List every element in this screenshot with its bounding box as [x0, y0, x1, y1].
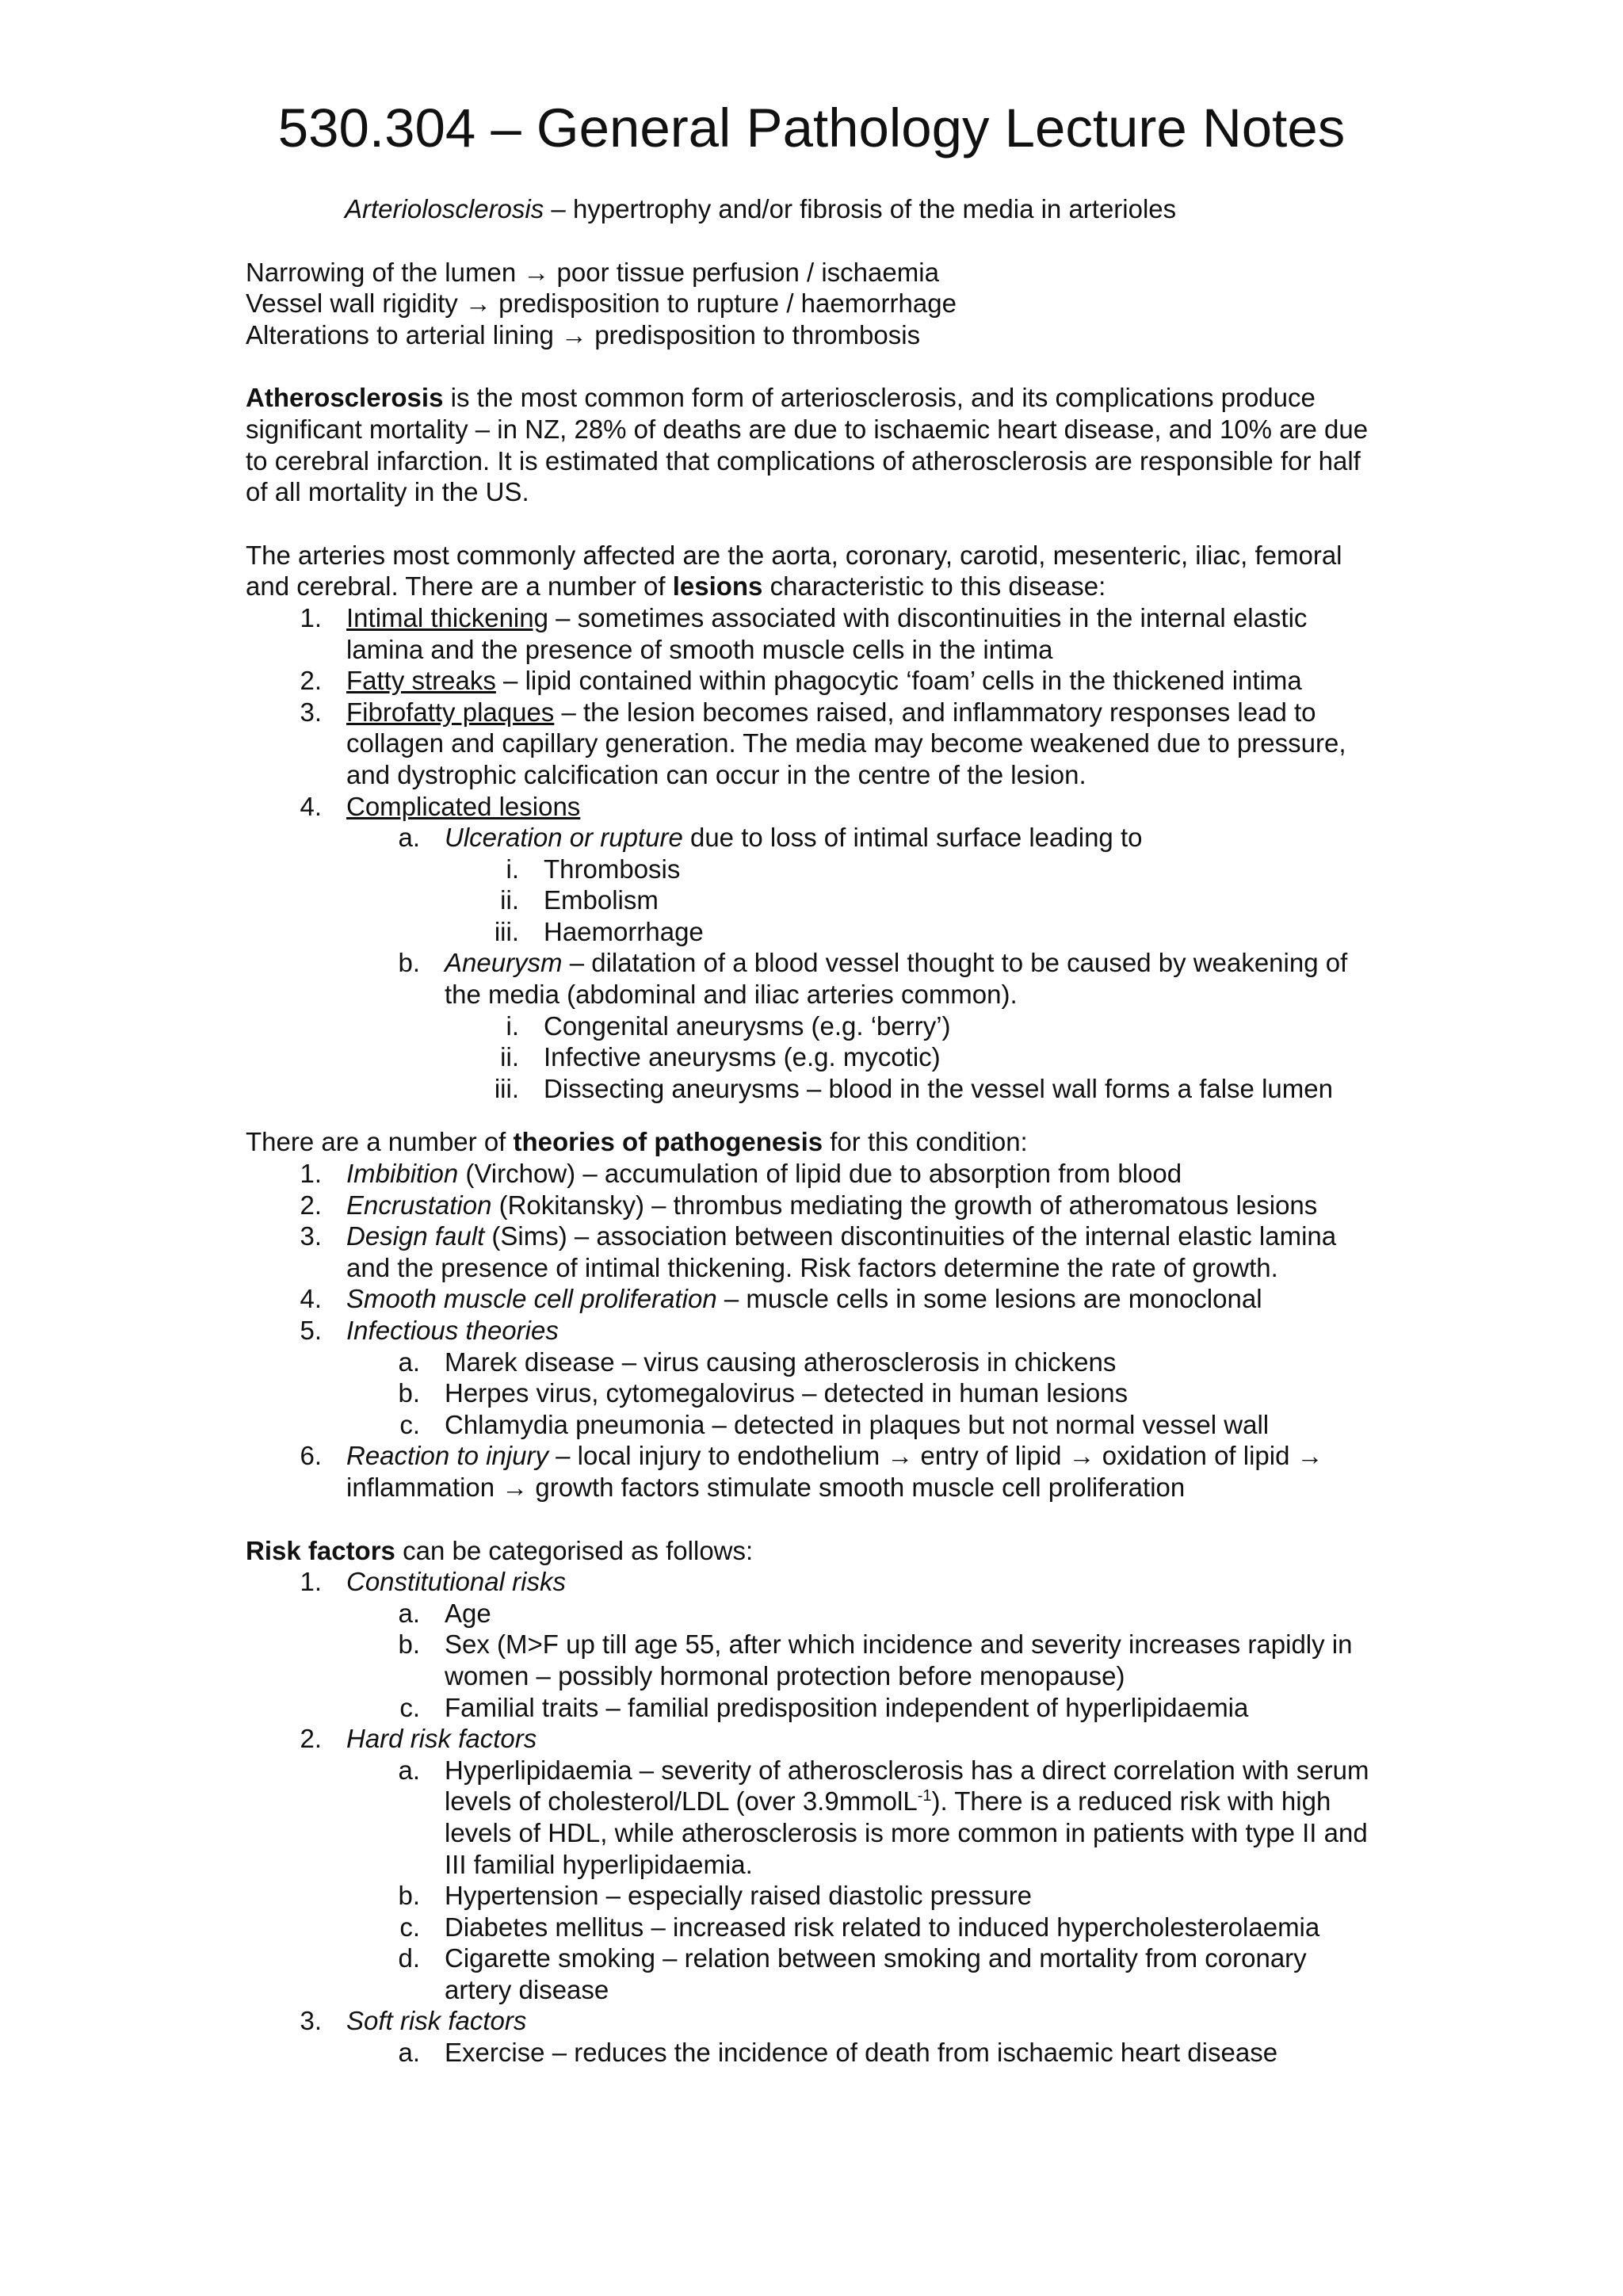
list-item: 1. Imbibition (Virchow) – accumulation of lipid due to absorption from blood	[300, 1159, 1182, 1189]
theories-intro: There are a number of theories of pathogenesis for this condition:	[246, 1127, 1028, 1157]
list-item: 3. Fibrofatty plaques – the lesion becomes raised, and inflammatory responses lead to collagen and capillary generation. The media may become weakened due to pressure, and dystrophic calcification can occur in the centre of the lesion.	[300, 697, 1346, 789]
list-item: b. Sex (M>F up till age 55, after which incidence and severity increases rapidly in women – possibly hormonal protection before menopause)	[398, 1629, 1353, 1690]
list-item: 1. Constitutional risks	[300, 1567, 566, 1597]
list-item: 6. Reaction to injury – local injury to endothelium → entry of lipid → oxidation of lipid → inflammation → growth factors stimulate smooth muscle cell proliferation	[300, 1441, 1323, 1502]
list-item: ii. Infective aneurysms (e.g. mycotic)	[500, 1042, 941, 1072]
list-item: 4. Complicated lesions	[300, 791, 581, 821]
list-item: iii. Dissecting aneurysms – blood in the vessel wall forms a false lumen	[494, 1073, 1333, 1103]
list-item: a. Exercise – reduces the incidence of death from ischaemic heart disease	[398, 2038, 1278, 2068]
atherosclerosis-paragraph: Atherosclerosis is the most common form of arteriosclerosis, and its complications produce significant mortality – in NZ, 28% of deaths are due to ischaemic heart disease, and 10% are due to cerebral infarction. It is estimated that complications of atherosclerosis are responsible for half of all mortality in the US.	[246, 383, 1369, 507]
list-item: c. Familial traits – familial predisposition independent of hyperlipidaemia	[399, 1692, 1249, 1722]
list-item: i. Congenital aneurysms (e.g. ‘berry’)	[506, 1010, 951, 1041]
list-item: 2. Encrustation (Rokitansky) – thrombus mediating the growth of atheromatous lesions	[300, 1190, 1318, 1220]
effect-line: Alterations to arterial lining → predisposition to thrombosis	[246, 319, 921, 350]
list-item: 2. Fatty streaks – lipid contained within phagocytic ‘foam’ cells in the thickened intima	[300, 666, 1302, 696]
list-item: b. Herpes virus, cytomegalovirus – detected in human lesions	[398, 1378, 1128, 1408]
list-item: a. Marek disease – virus causing atherosclerosis in chickens	[398, 1347, 1117, 1377]
list-item: i. Thrombosis	[506, 854, 681, 884]
list-item: c. Diabetes mellitus – increased risk related to induced hypercholesterolaemia	[399, 1912, 1320, 1942]
arteries-paragraph: The arteries most commonly affected are the aorta, coronary, carotid, mesenteric, iliac, femoral and cerebral. There are a number of lesions characteristic to this disease:	[246, 540, 1342, 602]
risk-factors-intro: Risk factors can be categorised as follows:	[246, 1535, 754, 1565]
list-item: 5. Infectious theories	[300, 1316, 559, 1345]
list-item: a. Hyperlipidaemia – severity of atherosclerosis has a direct correlation with serum levels of cholesterol/LDL (over 3.9mmolL$^{-1}$). There is a reduced risk with high levels of HDL, while atherosclerosis is more common in patients with type II and III familial hyperlipidaemia.	[398, 1755, 1369, 1879]
list-item: b. Hypertension – especially raised diastolic pressure	[398, 1881, 1033, 1911]
list-item: ii. Embolism	[500, 885, 659, 915]
list-item: 3. Soft risk factors	[300, 2006, 527, 2036]
list-item: a. Ulceration or rupture due to loss of intimal surface leading to	[398, 823, 1143, 853]
page-title: 530.304 – General Pathology Lecture Notes	[277, 97, 1346, 159]
effect-line: Narrowing of the lumen → poor tissue perfusion / ischaemia	[246, 257, 939, 287]
list-item: a. Age	[398, 1598, 491, 1628]
list-item: 2. Hard risk factors	[300, 1724, 537, 1754]
list-item: b. Aneurysm – dilatation of a blood vessel thought to be caused by weakening of the media (abdominal and iliac arteries common).	[398, 948, 1348, 1010]
effect-line: Vessel wall rigidity → predisposition to rupture / haemorrhage	[246, 288, 957, 319]
list-item: iii. Haemorrhage	[494, 916, 704, 946]
list-item: 4. Smooth muscle cell proliferation – muscle cells in some lesions are monoclonal	[300, 1284, 1262, 1314]
list-item: d. Cigarette smoking – relation between smoking and mortality from coronary artery disease	[398, 1943, 1307, 2004]
list-item: 1. Intimal thickening – sometimes associated with discontinuities in the internal elastic lamina and the presence of smooth muscle cells in the intima	[300, 602, 1308, 664]
list-item: 3. Design fault (Sims) – association between discontinuities of the internal elastic lamina and the presence of intimal thickening. Risk factors determine the rate of growth.	[300, 1221, 1337, 1282]
arteriolosclerosis-definition: Arteriolosclerosis – hypertrophy and/or fibrosis of the media in arterioles	[345, 194, 1177, 223]
list-item: c. Chlamydia pneumonia – detected in plaques but not normal vessel wall	[399, 1409, 1270, 1439]
notes-body	[246, 193, 1379, 2069]
